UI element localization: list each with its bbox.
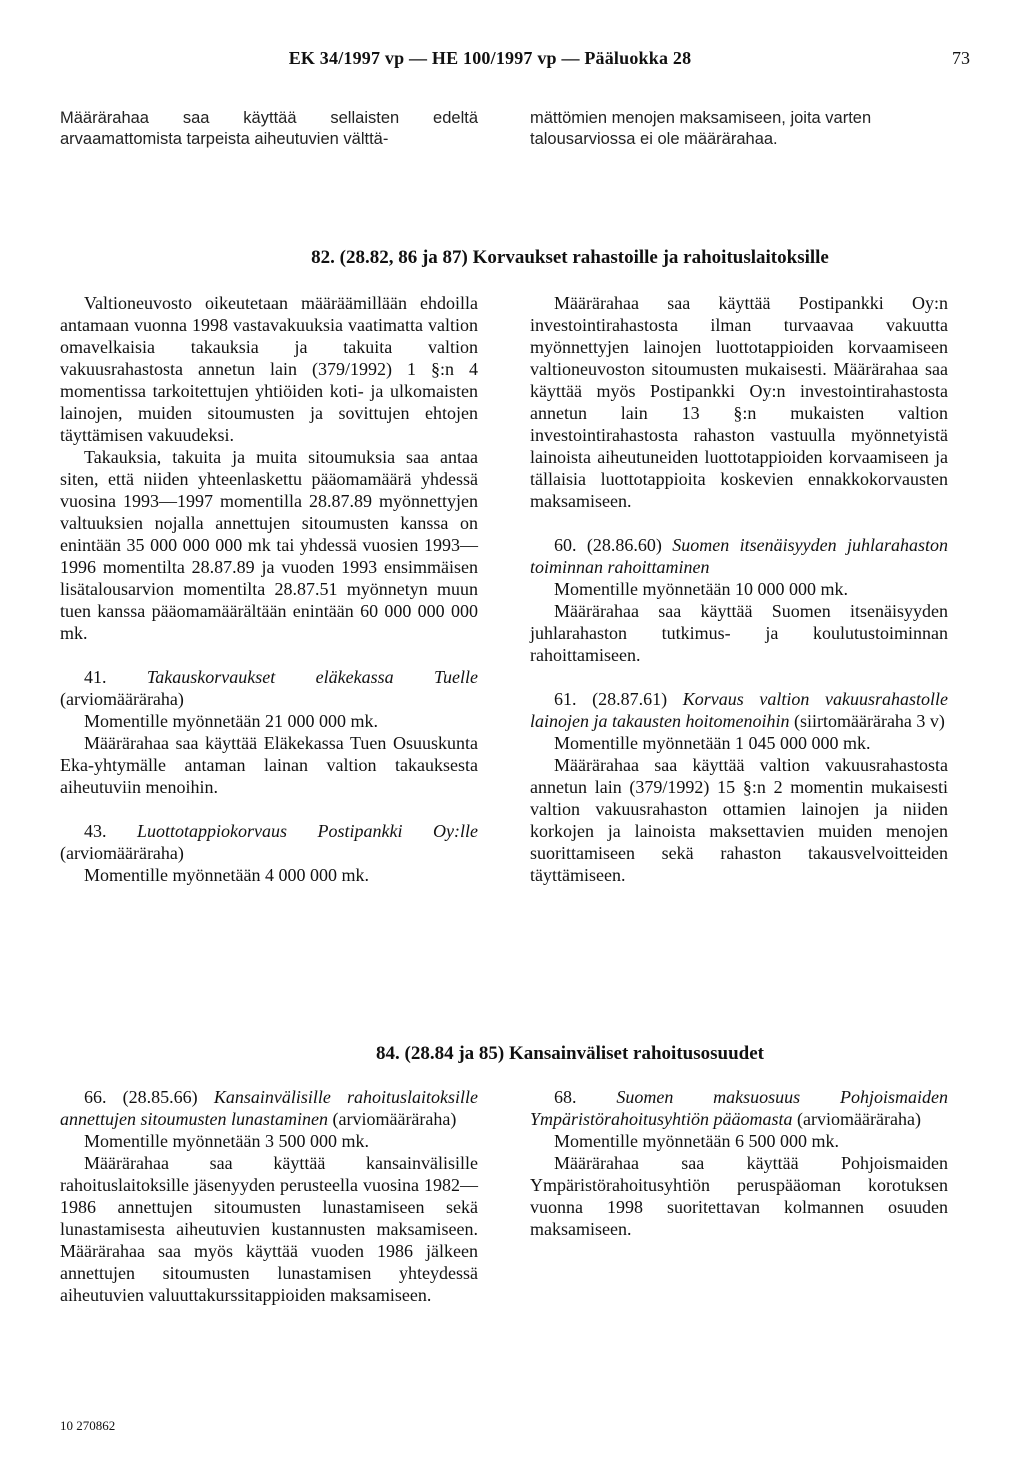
section-82-right-column (530, 292, 948, 886)
intro-right (530, 108, 948, 150)
moment-61-text: Määrärahaa saa käyttää valtion vakuusrahastosta annetun lain (379/1992) 15 §:n 2 momentin mukaisesti valtion vakuusrahaston ottamien lainojen ja niiden korkojen ja lainoista maksettavien muiden menojen suorittamiseen sekä rahaston takausvelvoitteiden täyttämiseen. (530, 755, 948, 885)
moment-61-number: 61. (28.87.61) (554, 689, 668, 709)
paragraph-postipankki: Määrärahaa saa käyttää Postipankki Oy:n investointirahastosta ilman turvaavaa vakuutta myönnettyjen lainojen luottotappioiden korvaamiseen valtioneuvoston sitoumusten mukaisesti. Määrärahaa saa käyttää myös Postipankki Oy:n investointirahastosta annetun lain 13 §:n mukaisten valtion investointirahastosta rahaston vastuulla myönnetyistä lainoista aiheutuneiden luottotappioiden korvaamiseen ja tällaisia luottotappioita koskevien ennakkokorvausten maksamiseen. (530, 293, 948, 511)
section-82-left-column (60, 292, 478, 886)
moment-60-text: Määrärahaa saa käyttää Suomen itsenäisyyden juhlarahaston tutkimus- ja koulutustoiminnan rahoittamiseen. (530, 601, 948, 665)
paragraph-guarantee-authorization: Valtioneuvosto oikeutetaan määräämillään ehdoilla antamaan vuonna 1998 vastavakuuksia vaatimatta valtion omavelkaisia takauksia ja takuita valtion vakuusrahastosta annetun lain (379/1992) 1 §:n 4 momentissa tarkoitettujen yhtiöiden koti- ja ulkomaisten lainojen, muiden sitoumusten ja sovittujen ehtojen täyttämisen vakuudeksi. (60, 293, 478, 445)
section-84-right-column (530, 1086, 948, 1240)
section-84-heading: 84. (28.84 ja 85) Kansainväliset rahoitusosuudet (376, 1043, 764, 1064)
section-84-left-column (60, 1086, 478, 1306)
moment-60-title (530, 534, 948, 578)
intro-left (60, 108, 478, 150)
moment-66-amount: Momentille myönnetään 3 500 000 mk. (84, 1131, 369, 1151)
moment-60-amount: Momentille myönnetään 10 000 000 mk. (554, 579, 848, 599)
moment-68-text: Määrärahaa saa käyttää Pohjoismaiden Ympäristörahoitusyhtiön peruspääoman korotuksen vuonna 1998 suoritettavan kolmannen osuuden maksamiseen. (530, 1153, 948, 1239)
moment-41-text: Määrärahaa saa käyttää Eläkekassa Tuen Osuuskunta Eka-yhtymälle antaman lainan valtion takauksesta aiheutuviin menoihin. (60, 733, 478, 797)
moment-61-type: (siirtomääräraha 3 v) (793, 711, 945, 731)
moment-60-number: 60. (28.86.60) (554, 535, 662, 555)
paragraph-guarantee-limits: Takauksia, takuita ja muita sitoumuksia saa antaa siten, että niiden yhteenlaskettu pääomamäärä yhdessä vuosina 1993—1997 momentilla 28.87.89 myönnettyjen valtuuksien nojalla annettujen sitoumusten kanssa on enintään 35 000 000 000 mk tai yhdessä vuosien 1993—1996 momentilta 28.87.89 ja vuoden 1993 ensimmäisen lisätalousarvion momentilta 28.87.51 myönnetyn muun tuen kanssa pääomamäärältään enintään 60 000 000 000 mk. (60, 447, 478, 643)
moment-43-name: Luottotappiokorvaus Postipankki Oy:lle (137, 821, 478, 841)
moment-68-number: 68. (554, 1087, 577, 1107)
moment-43-amount: Momentille myönnetään 4 000 000 mk. (84, 865, 369, 885)
moment-66-type: (arviomääräraha) (332, 1109, 457, 1129)
moment-66-text: Määrärahaa saa käyttää kansainvälisille rahoituslaitoksille jäsenyyden perusteella vuosina 1982—1986 annettujen sitoumusten lunastamiseen sekä lunastamisesta aiheutuvien kustannusten maksamiseen. Määrärahaa saa myös käyttää vuoden 1986 jälkeen annettujen sitoumusten lunastamisen yhteydessä aiheutuvien valuuttakurssitappioiden maksamiseen. (60, 1153, 478, 1305)
moment-41-number: 41. (84, 667, 107, 687)
moment-41-type: (arviomääräraha) (60, 689, 184, 709)
moment-68-type: (arviomääräraha) (797, 1109, 921, 1129)
footer-print-code: 10 270862 (60, 1418, 116, 1433)
moment-41-name: Takauskorvaukset eläkekassa Tuelle (146, 667, 478, 687)
moment-41-amount: Momentille myönnetään 21 000 000 mk. (84, 711, 378, 731)
moment-61-name: Korvaus valtion vakuusrahastolle lainojen ja takausten hoitomenoihin (530, 689, 949, 731)
moment-43-number: 43. (84, 821, 107, 841)
moment-66-name: Kansainvälisille rahoituslaitoksille annettujen sitoumusten lunastaminen (60, 1087, 478, 1129)
moment-60-name: Suomen itsenäisyyden juhlarahaston toiminnan rahoittaminen (530, 535, 948, 577)
moment-43-title (60, 820, 478, 864)
intro-left-text: Määrärahaa saa käyttää sellaisten edeltä arvaamattomista tarpeista aiheutuvien välttä- (60, 109, 478, 148)
moment-61-title (530, 688, 948, 732)
moment-43-type: (arviomääräraha) (60, 843, 184, 863)
intro-right-text: mättömien menojen maksamiseen, joita varten talousarviossa ei ole määrärahaa. (530, 109, 872, 148)
moment-41-title (60, 666, 478, 710)
moment-68-amount: Momentille myönnetään 6 500 000 mk. (554, 1131, 839, 1151)
section-82-heading: 82. (28.82, 86 ja 87) Korvaukset rahastoille ja rahoituslaitoksille (311, 247, 829, 268)
page-number: 73 (952, 48, 970, 68)
moment-68-title (530, 1086, 948, 1130)
moment-68-name: Suomen maksuosuus Pohjoismaiden Ympäristörahoitusyhtiön pääomasta (530, 1087, 949, 1129)
moment-66-number: 66. (28.85.66) (84, 1087, 198, 1107)
running-header: EK 34/1997 vp — HE 100/1997 vp — Pääluokka 28 (288, 48, 692, 68)
moment-61-amount: Momentille myönnetään 1 045 000 000 mk. (554, 733, 871, 753)
moment-66-title (60, 1086, 478, 1130)
